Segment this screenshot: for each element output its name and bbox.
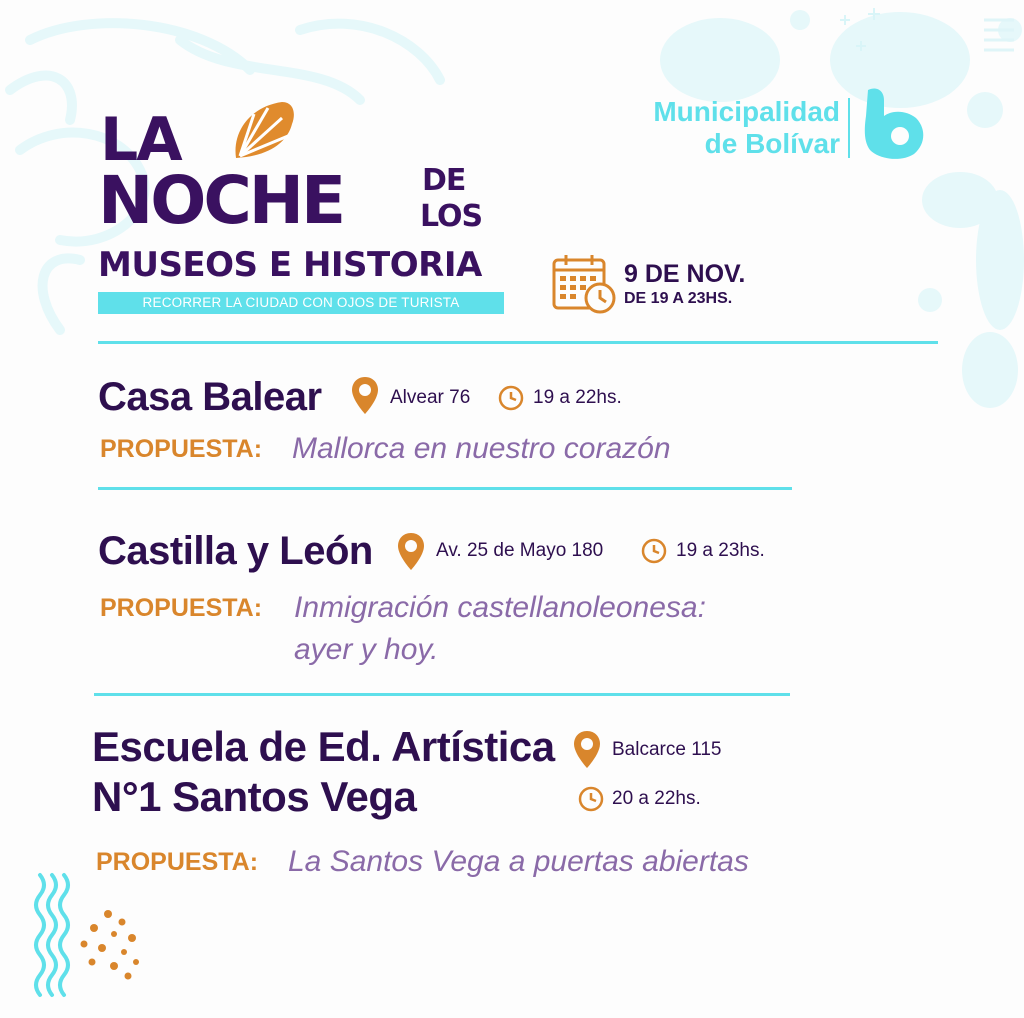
proposal-text: La Santos Vega a puertas abiertas bbox=[288, 845, 749, 878]
clock-icon bbox=[578, 786, 604, 812]
logo-title-los: LOS bbox=[420, 199, 483, 234]
venue-address: Av. 25 de Mayo 180 bbox=[436, 540, 604, 561]
venue-name-line2: N°1 Santos Vega bbox=[92, 773, 417, 820]
venue-address: Alvear 76 bbox=[390, 387, 471, 408]
clock-icon bbox=[641, 538, 667, 564]
proposal-label: PROPUESTA: bbox=[100, 594, 263, 622]
shell-icon bbox=[232, 100, 296, 160]
location-pin-icon bbox=[396, 532, 426, 572]
municipality-line1: Municipalidad bbox=[653, 96, 840, 127]
municipality-divider bbox=[848, 98, 850, 158]
logo-title-noche: NOCHE bbox=[98, 162, 344, 239]
logo-subtitle: RECORRER LA CIUDAD CON OJOS DE TURISTA bbox=[98, 292, 504, 314]
location-pin-icon bbox=[572, 730, 602, 770]
logo-title-de: DE bbox=[422, 163, 466, 198]
proposal-text: Mallorca en nuestro corazón bbox=[292, 432, 671, 465]
municipality-line2: de Bolívar bbox=[704, 128, 840, 159]
separator bbox=[98, 487, 792, 490]
bolivar-b-icon bbox=[862, 86, 928, 160]
venue-name-line1: Escuela de Ed. Artística bbox=[92, 723, 555, 770]
separator bbox=[98, 341, 938, 344]
venue-hours: 19 a 23hs. bbox=[676, 540, 765, 561]
venue-name: Castilla y León bbox=[98, 529, 373, 573]
event-date: 9 DE NOV. bbox=[624, 260, 746, 288]
venue-address: Balcarce 115 bbox=[612, 739, 722, 760]
venue-name: Casa Balear bbox=[98, 375, 322, 419]
location-pin-icon bbox=[350, 376, 380, 416]
logo-title-la: LA bbox=[100, 105, 181, 175]
event-hours: DE 19 A 23HS. bbox=[624, 290, 733, 307]
proposal-text-line2: ayer y hoy. bbox=[294, 633, 439, 666]
logo-title-museos: MUSEOS E HISTORIA bbox=[98, 245, 482, 285]
proposal-label: PROPUESTA: bbox=[96, 848, 259, 876]
proposal-label: PROPUESTA: bbox=[100, 435, 263, 463]
municipality-name bbox=[600, 96, 840, 160]
venue-hours: 19 a 22hs. bbox=[533, 387, 622, 408]
clock-icon bbox=[498, 385, 524, 411]
separator bbox=[94, 693, 790, 696]
calendar-icon bbox=[550, 252, 620, 318]
venue-hours: 20 a 22hs. bbox=[612, 788, 701, 809]
proposal-text-line1: Inmigración castellanoleonesa: bbox=[294, 591, 706, 624]
